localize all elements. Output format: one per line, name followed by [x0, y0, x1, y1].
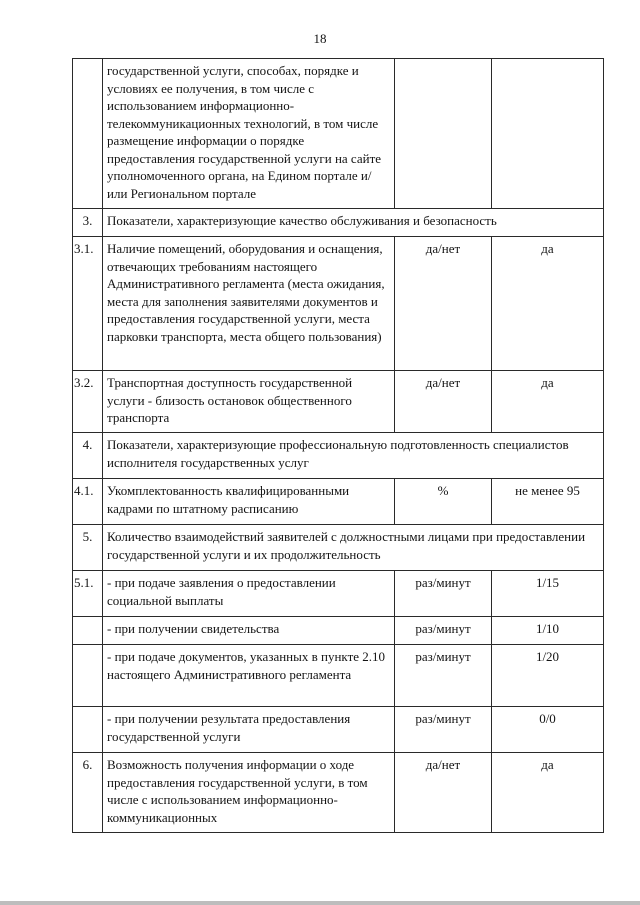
table-row	[73, 571, 604, 617]
section-title: Количество взаимодействий заявителей с должностными лицами при предоставлении государственной услуги и их продолжительность	[103, 525, 604, 571]
row-value: не менее 95	[492, 479, 604, 525]
row-description: Укомплектованность квалифицированными кадрами по штатному расписанию	[103, 479, 395, 525]
row-value: 1/15	[492, 571, 604, 617]
row-number: 5.1.	[73, 571, 103, 617]
section-row	[73, 433, 604, 479]
row-description: - при подаче заявления о предоставлении социальной выплаты	[103, 571, 395, 617]
row-number: 6.	[73, 753, 103, 833]
row-value: да	[492, 371, 604, 433]
row-unit: да/нет	[395, 371, 492, 433]
table-row	[73, 617, 604, 645]
section-number: 4.	[73, 433, 103, 479]
row-value: 1/20	[492, 645, 604, 707]
row-description: Наличие помещений, оборудования и оснащения, отвечающих требованиям настоящего Административного регламента (места ожидания, места для заполнения заявителями документов и предоставления государственной услуги, места парковки транспорта, места общего пользования)	[103, 237, 395, 371]
row-description: - при подаче документов, указанных в пункте 2.10 настоящего Административного регламента	[103, 645, 395, 707]
table-row	[73, 753, 604, 833]
row-unit: раз/минут	[395, 707, 492, 753]
row-number	[73, 617, 103, 645]
row-value: 1/10	[492, 617, 604, 645]
row-value: 0/0	[492, 707, 604, 753]
row-unit: раз/минут	[395, 617, 492, 645]
section-row	[73, 525, 604, 571]
row-number	[73, 59, 103, 209]
table-row	[73, 645, 604, 707]
table-row	[73, 371, 604, 433]
table-row	[73, 479, 604, 525]
table-row	[73, 237, 604, 371]
row-number: 3.2.	[73, 371, 103, 433]
row-description: - при получении результата предоставления государственной услуги	[103, 707, 395, 753]
section-title: Показатели, характеризующие качество обслуживания и безопасность	[103, 209, 604, 237]
row-unit: %	[395, 479, 492, 525]
row-number: 3.1.	[73, 237, 103, 371]
section-title: Показатели, характеризующие профессиональную подготовленность специалистов исполнителя государственных услуг	[103, 433, 604, 479]
row-value: да	[492, 753, 604, 833]
page-number: 18	[313, 31, 327, 46]
row-number	[73, 645, 103, 707]
row-description: - при получении свидетельства	[103, 617, 395, 645]
row-value	[492, 59, 604, 209]
row-value: да	[492, 237, 604, 371]
section-row	[73, 209, 604, 237]
row-description: государственной услуги, способах, порядке и условиях ее получения, в том числе с использованием информационно-телекоммуникационных технологий, в том числе размещение информации о порядке предоставления государственной услуги на сайте уполномоченного органа, на Едином портале и/или Региональном портале	[103, 59, 395, 209]
row-unit: раз/минут	[395, 645, 492, 707]
row-unit: да/нет	[395, 237, 492, 371]
indicators-table	[72, 58, 604, 833]
scan-edge	[0, 901, 640, 905]
table-row	[73, 707, 604, 753]
row-description: Транспортная доступность государственной услуги - близость остановок общественного транспорта	[103, 371, 395, 433]
table-row	[73, 59, 604, 209]
row-unit: раз/минут	[395, 571, 492, 617]
section-number: 3.	[73, 209, 103, 237]
row-description: Возможность получения информации о ходе предоставления государственной услуги, в том числе с использованием информационно-коммуникационных	[103, 753, 395, 833]
row-number: 4.1.	[73, 479, 103, 525]
section-number: 5.	[73, 525, 103, 571]
row-number	[73, 707, 103, 753]
row-unit	[395, 59, 492, 209]
row-unit: да/нет	[395, 753, 492, 833]
